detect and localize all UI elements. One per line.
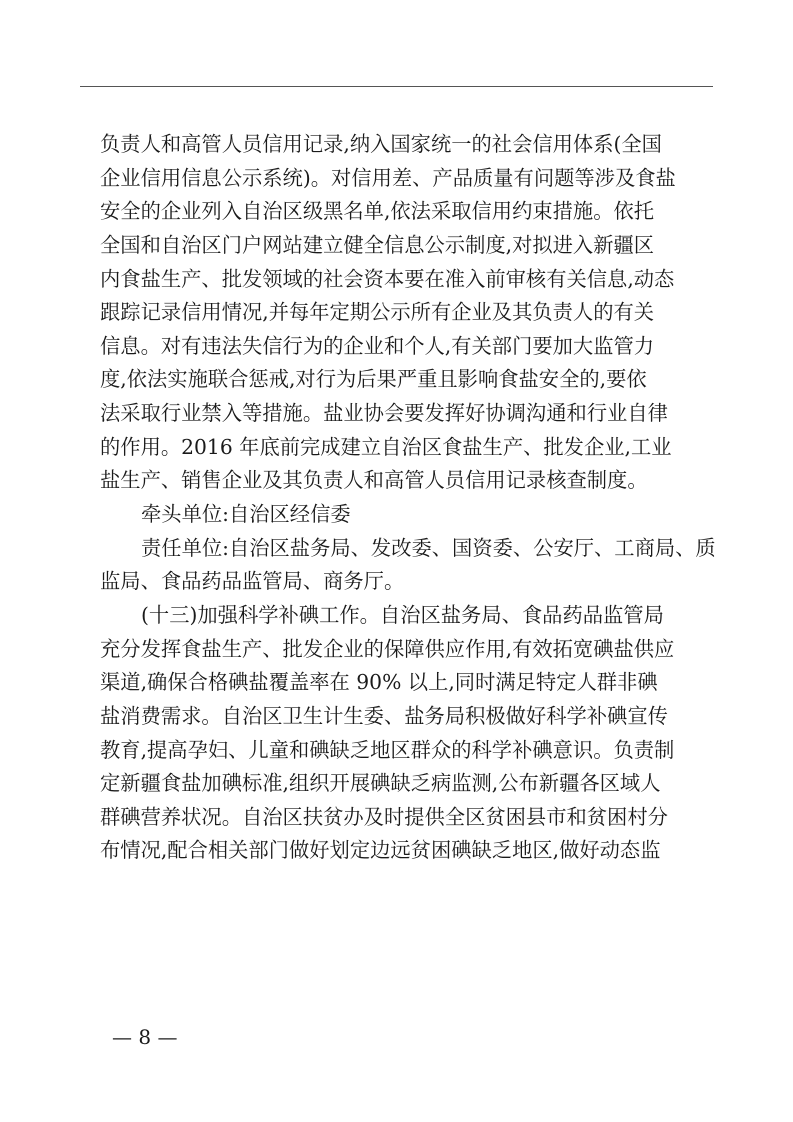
header-rule [80,86,713,87]
text-line: 定新疆食盐加碘标准,组织开展碘缺乏病监测,公布新疆各区域人 [100,771,661,796]
responsible-units-line: 责任单位:自治区盐务局、发改委、国资委、公安厅、工商局、质 [141,535,716,560]
text-line: 渠道,确保合格碘盐覆盖率在 90% 以上,同时满足特定人群非碘 [100,670,658,695]
text-line: 群碘营养状况。自治区扶贫办及时提供全区贫困县市和贫困村分 [100,804,668,829]
text-line: 的作用。2016 年底前完成建立自治区食盐生产、批发企业,工业 [100,434,672,459]
text-line: 跟踪记录信用情况,并每年定期公示所有企业及其负责人的有关 [100,300,655,325]
text-line: 法采取行业禁入等措施。盐业协会要发挥好协调沟通和行业自律 [100,401,668,426]
body-text [100,128,716,868]
text-line: 全国和自治区门户网站建立健全信息公示制度,对拟进入新疆区 [100,232,655,257]
text-line: 充分发挥食盐生产、批发企业的保障供应作用,有效拓宽碘盐供应 [100,636,675,661]
text-line: 监局、食品药品监管局、商务厅。 [100,569,405,594]
text-line: 度,依法实施联合惩戒,对行为后果严重且影响食盐安全的,要依 [100,367,647,392]
page-number: — 8 — [112,1025,178,1049]
text-line: 盐生产、销售企业及其负责人和高管人员信用记录核查制度。 [100,468,648,493]
text-line: 盐消费需求。自治区卫生计生委、盐务局积极做好科学补碘宣传 [100,703,668,728]
text-line: 教育,提高孕妇、儿童和碘缺乏地区群众的科学补碘意识。负责制 [100,737,675,762]
text-line: 布情况,配合相关部门做好划定边远贫困碘缺乏地区,做好动态监 [100,838,661,863]
text-line: 企业信用信息公示系统)。对信用差、产品质量有问题等涉及食盐 [100,165,676,190]
section-heading-line: (十三)加强科学补碘工作。自治区盐务局、食品药品监管局 [141,602,664,627]
lead-unit-line: 牵头单位:自治区经信委 [141,502,351,527]
text-line: 内食盐生产、批发领域的社会资本要在准入前审核有关信息,动态 [100,266,675,291]
text-line: 信息。对有违法失信行为的企业和个人,有关部门要加大监管力 [100,333,655,358]
text-line: 负责人和高管人员信用记录,纳入国家统一的社会信用体系(全国 [100,132,662,156]
text-line: 安全的企业列入自治区级黑名单,依法采取信用约束措施。依托 [100,199,655,224]
